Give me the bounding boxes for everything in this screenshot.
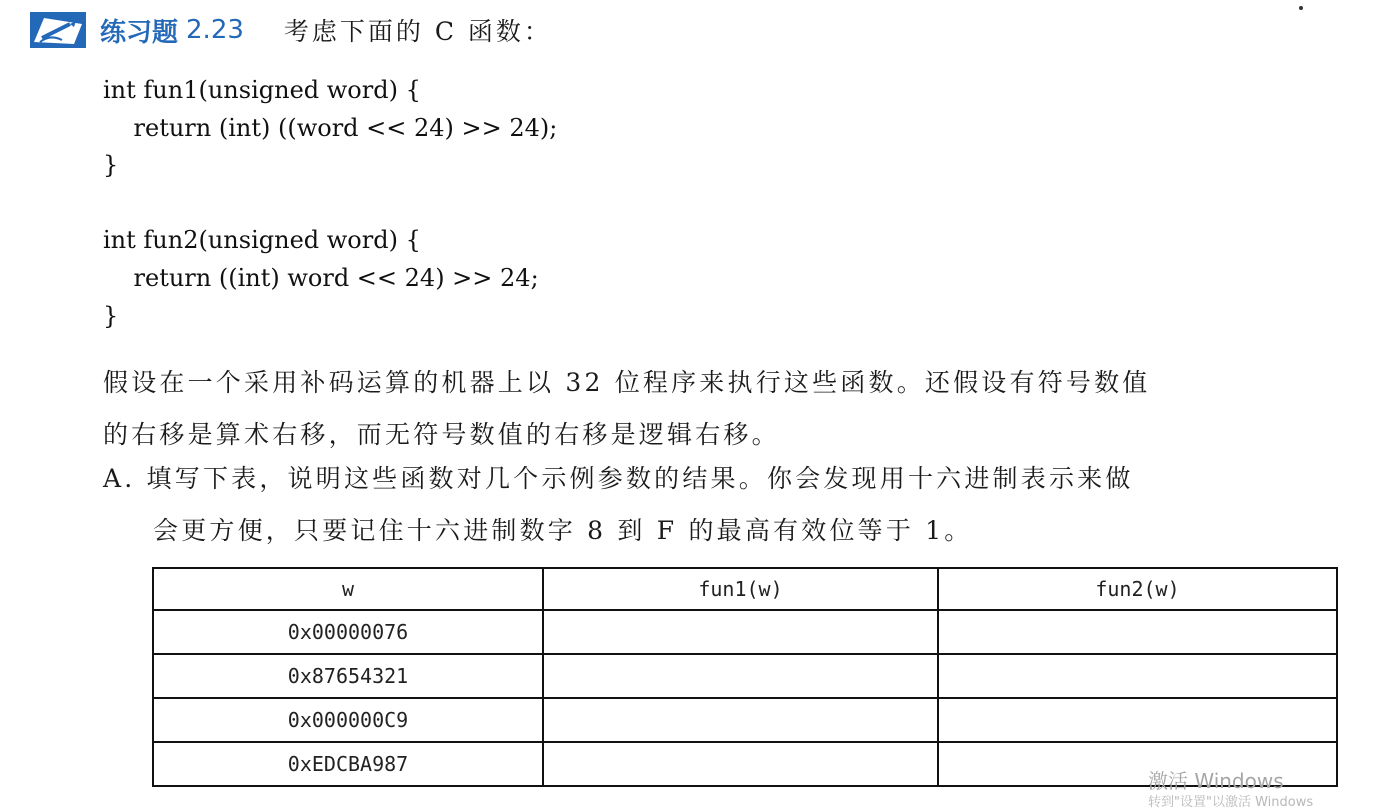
cell-w: 0xEDCBA987 [153,742,543,786]
cell-fun2[interactable] [938,610,1337,654]
exercise-title: 练习题 [100,17,179,48]
col-header-fun2: fun2(w) [938,568,1337,610]
table-row [153,610,1337,654]
question-a-line: 会更方便，只要记住十六进制数字 8 到 F 的最高有效位等于 1。 [153,516,973,545]
cell-fun2[interactable] [938,698,1337,742]
cell-fun1[interactable] [543,610,938,654]
code-line: } [103,151,119,180]
stray-dot [1299,6,1303,10]
question-a [103,453,1343,557]
question-a-line: A. 填写下表，说明这些函数对几个示例参数的结果。你会发现用十六进制表示来做 [103,464,1134,493]
cell-w: 0x87654321 [153,654,543,698]
code-block [103,72,557,335]
code-line: } [103,301,119,330]
cell-w: 0x000000C9 [153,698,543,742]
col-header-w: w [153,568,543,610]
cell-fun1[interactable] [543,654,938,698]
code-line: return ((int) word << 24) >> 24; [103,263,539,292]
exercise-description: 考虑下面的 C 函数： [283,17,552,46]
cell-fun1[interactable] [543,742,938,786]
pencil-paper-icon [30,12,86,48]
paragraph-line: 的右移是算术右移，而无符号数值的右移是逻辑右移。 [103,420,780,449]
code-line [103,185,557,223]
cell-fun1[interactable] [543,698,938,742]
exercise-number: 2.23 [186,15,244,45]
col-header-fun1: fun1(w) [543,568,938,610]
assumption-paragraph [103,357,1343,461]
activate-windows-watermark: 激活 Windows [1148,769,1284,793]
cell-fun2[interactable] [938,654,1337,698]
exercise-header [30,10,552,50]
activate-windows-hint: 转到"设置"以激活 Windows [1148,795,1314,810]
table-row [153,698,1337,742]
table-row [153,654,1337,698]
cell-w: 0x00000076 [153,610,543,654]
table-header-row [153,568,1337,610]
code-line: int fun1(unsigned word) { [103,76,421,104]
results-table [152,567,1338,787]
code-line: return (int) ((word << 24) >> 24); [103,113,558,142]
paragraph-line: 假设在一个采用补码运算的机器上以 32 位程序来执行这些函数。还假设有符号数值 [103,368,1151,397]
code-line: int fun2(unsigned word) { [103,226,421,255]
